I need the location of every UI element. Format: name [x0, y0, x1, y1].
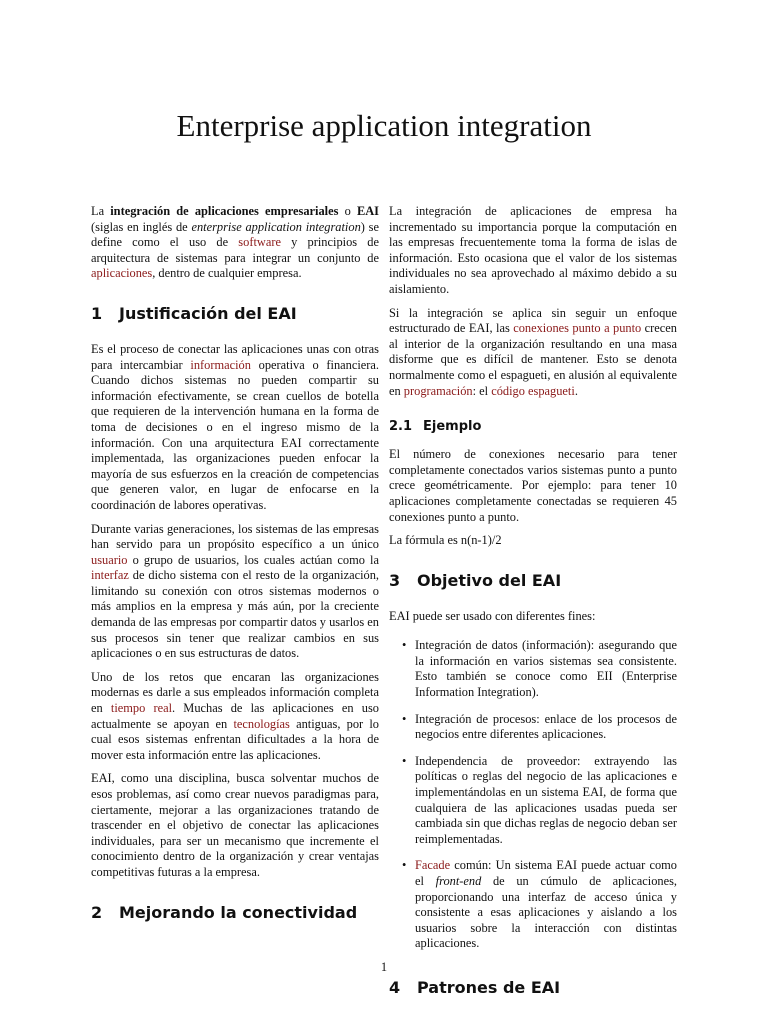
- s2-1-formula: La fórmula es n(n-1)/2: [389, 533, 502, 548]
- s1-paragraph-3: [91, 670, 379, 764]
- objectives-list: [389, 638, 677, 952]
- right-column: [389, 204, 677, 1016]
- text: , dentro de cualquier empresa.: [152, 266, 302, 281]
- link-conexiones-punto-a-punto[interactable]: conexiones punto a punto: [513, 321, 642, 336]
- subsection-title: Ejemplo: [423, 419, 482, 435]
- text: de un cúmulo de aplicaciones, proporcionando una interfaz de acceso única y consistente a esas aplicaciones y aislando a los usuarios sobre la interacción con distintas aplicaciones.: [415, 874, 678, 951]
- s1-paragraph-1: [91, 342, 379, 514]
- bullet-icon: •: [402, 753, 407, 768]
- bold-term: EAI: [356, 204, 379, 218]
- section-title: Mejorando la conectividad: [119, 902, 358, 922]
- link-codigo-espagueti[interactable]: código espagueti: [491, 383, 575, 398]
- text: Si la integración se aplica sin seguir un enfoque estructurado de EAI, las: [389, 305, 677, 336]
- bullet-icon: •: [402, 858, 407, 873]
- link-usuario[interactable]: usuario: [91, 552, 128, 567]
- text: de dicho sistema con el resto de la organización, limitando su conexión con otros sistemas modernos o más amplios en la empresa y más aún, por la creciente demanda de las empresas por compartir datos y usarlos en sus procesos sin tener que realizar cambios en sus aplicaciones o en sus estructuras de datos.: [91, 568, 379, 661]
- text: (siglas en inglés de: [91, 219, 192, 234]
- section-2-heading: [91, 903, 379, 923]
- section-number: 3: [389, 570, 401, 590]
- text: común: Un sistema EAI puede actuar como el: [415, 858, 677, 888]
- bullet-icon: •: [402, 638, 407, 653]
- list-item: [389, 638, 677, 700]
- text: crecen al interior de la organización resultando en una masa disforme que es difícil de mantener. Esto se denota normalmente como el espagueti, en alusión al equivalente en: [389, 321, 677, 398]
- subsection-number: 2.1: [389, 419, 413, 435]
- italic-term: front-end: [435, 874, 482, 888]
- section-number: 2: [91, 902, 103, 922]
- section-title: Justificación del EAI: [119, 303, 297, 323]
- bullet-icon: •: [402, 711, 407, 726]
- text: Es el proceso de conectar las aplicaciones unas con otras para intercambiar: [91, 341, 379, 372]
- bold-term: integración de aplicaciones empresariales: [110, 204, 339, 218]
- s2-paragraph-1-continued: La integración de aplicaciones de empresa ha incrementado su importancia porque la computación en las empresas frecuentemente toma la forma de islas de información. Esto ocasiona que el valor de los sistemas individuales no sea aprovechado al máximo debido a su aislamiento.: [389, 204, 677, 296]
- subsection-2-1-heading: [389, 419, 677, 435]
- text: Durante varias generaciones, los sistemas de las empresas han servido para un propósito específico a un único: [91, 521, 379, 552]
- link-software[interactable]: software: [238, 235, 281, 250]
- link-tecnologias[interactable]: tecnologías: [233, 716, 290, 731]
- section-number: 1: [91, 303, 103, 323]
- text: ) se define como el uso de: [91, 219, 379, 250]
- list-item-text: Independencia de proveedor: extrayendo las políticas o reglas del negocio de las aplicaciones e implementándolas en un sistema EAI, de forma que cualquiera de las aplicaciones usadas pueda ser cambiada sin que dichas reglas de negocio deban ser reimplementadas.: [415, 753, 677, 846]
- s2-1-paragraph-1: El número de conexiones necesario para tener completamente conectados varios sistemas punto a punto crece geométricamente. Por ejemplo: para tener 10 aplicaciones completamente conectadas se requieren 45 conexiones punto a punto.: [389, 447, 677, 524]
- s1-paragraph-4: EAI, como una disciplina, busca solventar muchos de esos problemas, así como crear nuevos paradigmas para, ciertamente, mejorar a las organizaciones tratando de trascender en el objetivo de conectar las aplicaciones individuales, para ser un mecanismo que incremente el conocimiento dentro de la organización y crear ventajas competitivas futuras a la empresa.: [91, 771, 379, 879]
- section-4-heading: [389, 978, 677, 998]
- list-item: [389, 858, 677, 952]
- s2-paragraph-2: [389, 306, 677, 400]
- list-item-text: Integración de datos (información): asegurando que la información en varios sistemas sea consistente. Esto también se conoce como EII (Enterprise Information Integration).: [415, 638, 677, 700]
- section-number: 4: [389, 977, 401, 997]
- s3-intro: EAI puede ser usado con diferentes fines:: [389, 608, 596, 623]
- s1-paragraph-2: [91, 522, 379, 662]
- text: o: [338, 204, 357, 218]
- text: . Muchas de las aplicaciones en uso actualmente se apoyan en: [91, 701, 379, 731]
- intro-paragraph: [91, 204, 379, 282]
- text: antiguas, por lo cual esos sistemas enfrentan dificultades a la hora de mover esta información entre las aplicaciones.: [91, 716, 380, 762]
- text: Uno de los retos que encaran las organizaciones modernas es darle a sus empleados información completa en: [91, 669, 379, 716]
- page-number: 1: [380, 960, 388, 974]
- text: y principios de arquitectura de sistemas para integrar un conjunto de: [91, 235, 379, 265]
- text: La: [91, 204, 111, 218]
- list-item: [389, 754, 677, 848]
- left-column: [91, 204, 379, 941]
- list-item: [389, 712, 677, 743]
- section-1-heading: [91, 304, 379, 324]
- link-aplicaciones[interactable]: aplicaciones: [91, 266, 153, 281]
- link-interfaz[interactable]: interfaz: [91, 568, 129, 583]
- section-3-heading: [389, 571, 677, 591]
- text: : el: [472, 383, 492, 398]
- italic-term: enterprise application integration: [191, 219, 361, 234]
- link-informacion[interactable]: información: [190, 357, 251, 372]
- text: .: [574, 383, 578, 398]
- document-title: Enterprise application integration: [176, 108, 592, 143]
- text: o grupo de usuarios, los cuales actúan como la: [127, 552, 379, 567]
- text: operativa o financiera. Cuando dichos sistemas no pueden compartir su información efectivamente, se crean cuellos de botella que requieren de la intervención humana en la forma de toma de decisiones o en el ingreso mismo de la información. Con una arquitectura EAI correctamente implementada, las organizaciones pueden enfocar la mayoría de sus esfuerzos en la creación de competencias que generen valor, en lugar de enfocarse en la coordinación de labores operativas.: [91, 357, 380, 512]
- link-facade[interactable]: Facade: [415, 858, 451, 873]
- section-title: Patrones de EAI: [417, 977, 561, 997]
- list-item-text: Integración de procesos: enlace de los procesos de negocios entre diferentes aplicaciones.: [415, 711, 677, 742]
- link-programacion[interactable]: programación: [403, 383, 473, 398]
- link-tiempo-real[interactable]: tiempo real: [110, 701, 173, 716]
- section-title: Objetivo del EAI: [417, 570, 562, 590]
